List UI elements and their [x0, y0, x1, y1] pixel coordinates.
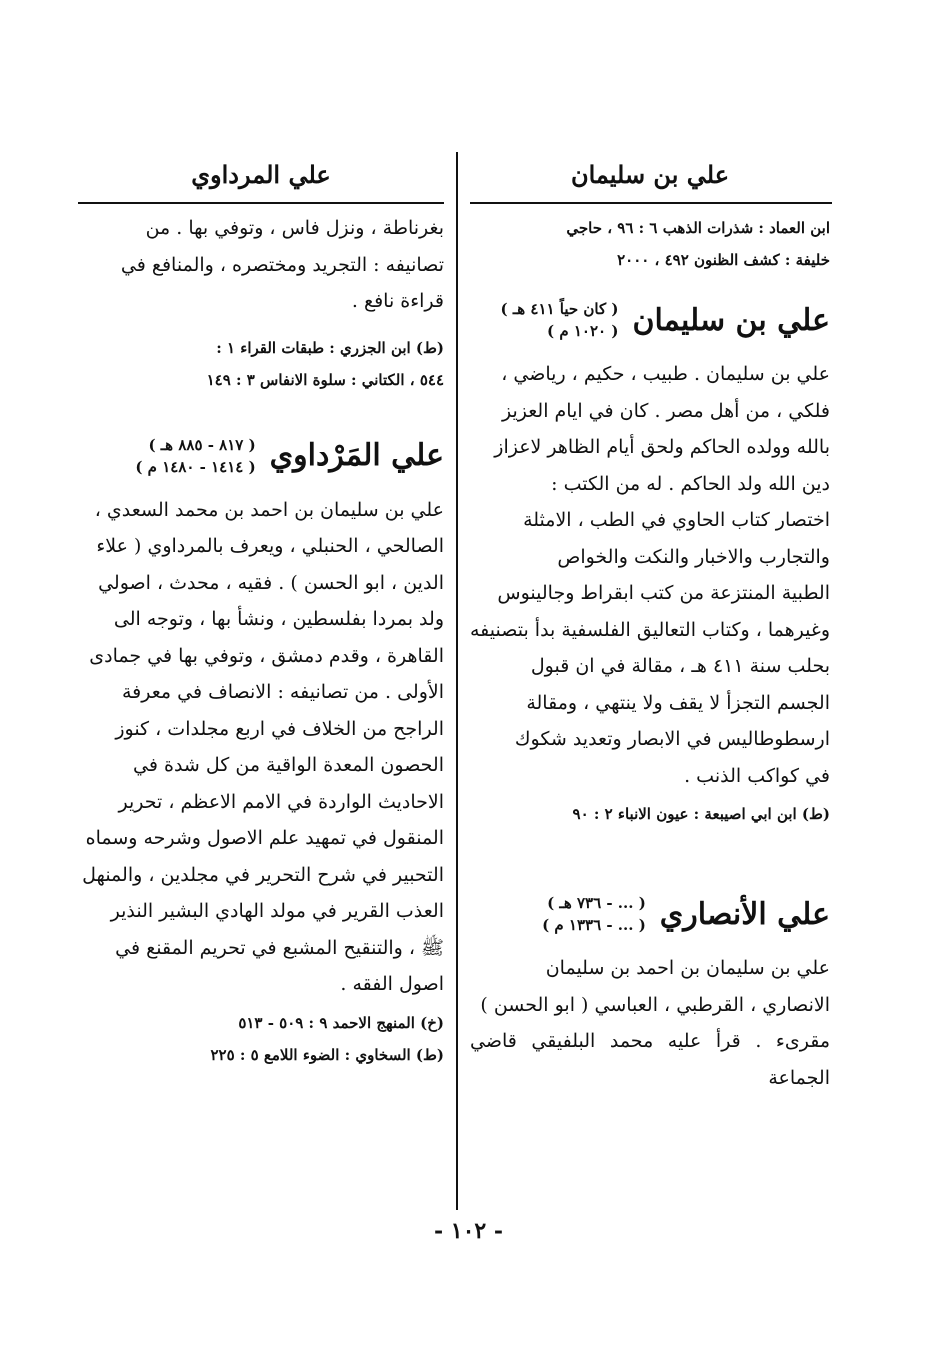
body-line: دين الله ولد الحاكم . له من الكتب :	[551, 472, 830, 495]
body-line: الحصون المعدة الواقية من كل شدة في	[133, 754, 444, 776]
entry-dates	[542, 892, 646, 936]
entry-title-ali-al-ansari	[470, 892, 830, 936]
entry-name: علي المَرْداوي	[269, 438, 444, 473]
dates-hijri: ( ٨١٧ - ٨٨٥ هـ )	[148, 435, 256, 454]
body-line: اصول الفقه .	[340, 973, 444, 995]
page-number: - ١٠٢ -	[433, 1218, 504, 1244]
entry-title-ali-bin-sulayman	[470, 298, 830, 342]
continued-ref-line: (ط) ابن الجزري : طبقات القراء ١ :	[216, 338, 444, 357]
body-line: العذب القرير في مولد الهادي البشير النذير	[110, 900, 444, 922]
entry-title-ali-al-mardawi	[78, 434, 444, 478]
body-line: بحلب سنة ٤١١ هـ ، مقالة في ان قبول	[530, 655, 830, 677]
body-line: بغرناطة ، ونزل فاس ، وتوفي بها . من	[145, 217, 444, 239]
dates-gregorian: ( ١٤١٤ - ١٤٨٠ م )	[135, 457, 256, 476]
body-line: الانصاري ، القرطبي ، العباسي ( ابو الحسن )	[480, 993, 830, 1016]
top-ref-line: ابن العماد : شذرات الذهب ٦ : ٩٦ ، حاجي	[566, 219, 830, 237]
entry-body	[470, 356, 830, 794]
body-line: قراءة نافع .	[351, 290, 444, 312]
entry-name: علي بن سليمان	[632, 302, 830, 338]
body-line: التحبير في شرح التحرير في مجلدين ، والمنهل	[82, 863, 444, 886]
body-line: القاهرة ، وقدم دمشق ، وتوفي بها في جمادى	[89, 644, 444, 667]
body-line: المنقول في تمهيد علم الاصول وشرحه وسماه	[85, 827, 444, 849]
entry-dates	[501, 298, 619, 342]
entry-name: علي الأنصاري	[659, 896, 830, 932]
body-line: بالله وولده الحاكم ولحق أيام الظاهر لاعزاز	[494, 436, 830, 458]
left-column	[78, 140, 444, 1071]
body-line: الأولى . من تصانيفه : الانصاف في معرفة	[121, 681, 444, 703]
dates-gregorian: ( ١٠٢٠ م )	[547, 322, 619, 340]
body-line: اختصار كتاب الحاوي في الطب ، الامثلة	[523, 509, 830, 531]
body-line: والتجارب والاخبار والنكت والخواص	[557, 545, 830, 568]
column-divider	[456, 152, 458, 1210]
body-line: وغيرهما ، وكتاب التعاليق الفلسفية بدأ بتصنيفه	[470, 618, 830, 641]
entry-ref-line: (ط) ابن ابي اصيبعة : عيون الانباء ٢ : ٩٠	[572, 805, 830, 823]
body-line: ولد بمردا بفلسطين ، ونشأ بها ، وتوجه الى	[113, 608, 444, 630]
body-line: تصانيفه : التجريد ومختصره ، والمنافع في	[120, 253, 444, 276]
dates-gregorian: ( ... - ١٣٣٦ م )	[542, 916, 646, 934]
continued-ref-line: ٥٤٤ ، الكتاني : سلوة الانفاس ٣ : ١٤٩	[206, 370, 444, 389]
entry-ref-line: (ط) السخاوي : الضوء اللامع ٥ : ٢٢٥	[210, 1045, 444, 1064]
body-line: فلكي ، من أهل مصر . كان في ايام العزيز	[501, 399, 830, 422]
body-line: الصالحي ، الحنبلي ، ويعرف بالمرداوي ( علاء	[96, 535, 444, 557]
body-line: ﷺ ، والتنقيح المشبع في تحريم المقنع في	[115, 936, 444, 959]
top-ref-line: خليفة : كشف الظنون ٤٩٢ ، ٢٠٠٠	[617, 251, 830, 269]
body-line: علي بن سليمان بن احمد بن محمد السعدي ،	[94, 498, 444, 521]
body-line: الجسم التجزأ لا يقف ولا ينتهي ، ومقالة	[526, 691, 830, 714]
continued-entry-body	[78, 210, 444, 320]
left-column-header: علي المرداوي	[191, 160, 331, 189]
entry-ref-line: (خ) المنهج الاحمد ٩ : ٥٠٩ - ٥١٣	[238, 1013, 444, 1032]
entry-body	[78, 492, 444, 1003]
right-column-header: علي بن سليمان	[570, 160, 730, 189]
body-line: علي بن سليمان . طبيب ، حكيم ، رياضي ،	[501, 363, 830, 385]
body-line: الطبية المنتزعة من كتب ابقراط وجالينوس	[497, 582, 830, 604]
dates-hijri: ( ... - ٧٣٦ هـ )	[547, 894, 646, 912]
body-line: الراجح من الخلاف في اربع مجلدات ، كنوز	[115, 717, 444, 740]
body-line: مقرىء . قرأ عليه محمد البلفيقي قاضي الجماعة	[470, 1030, 830, 1089]
body-line: الدين ، ابو الحسن ) . فقيه ، محدث ، اصولي	[98, 571, 444, 594]
entry-dates	[135, 434, 255, 478]
dates-hijri: ( كان حياً ٤١١ هـ )	[500, 300, 619, 318]
entry-body	[470, 950, 830, 1096]
body-line: الاحاديث الواردة في الامم الاعظم ، تحرير	[118, 790, 444, 813]
body-line: علي بن سليمان بن احمد بن سليمان	[545, 957, 830, 979]
body-line: ارسطوطاليس في الابصار وتعديد شكوك	[514, 728, 830, 750]
right-column	[470, 140, 830, 1096]
body-line: في كواكب الذنب .	[684, 764, 830, 787]
